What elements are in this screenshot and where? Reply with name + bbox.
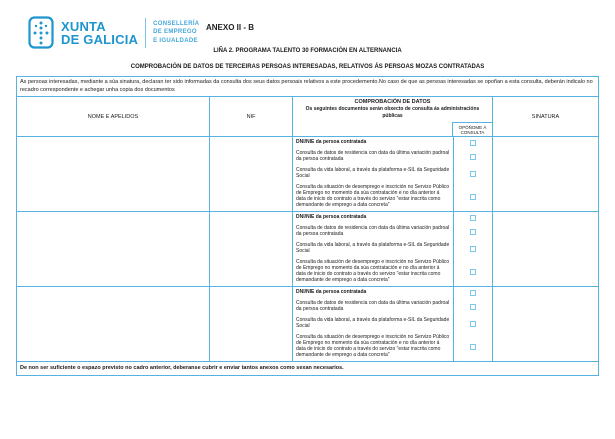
- oppose-checkbox[interactable]: [470, 304, 476, 310]
- document-row: [293, 332, 492, 361]
- department-line3: E IGUALDADE: [153, 37, 198, 44]
- oppose-checkbox-cell[interactable]: [453, 148, 492, 165]
- table-title: COMPROBACIÓN DE DATOS DE TERCEIRAS PERSOAS INTERESADAS, RELATIVOS ÁS PERSOAS MOZAS CONTRATADAS: [130, 64, 485, 70]
- nif-input-cell[interactable]: [210, 212, 293, 286]
- person-row: [17, 287, 598, 362]
- document-row: [293, 182, 492, 211]
- data-verification-table: [16, 76, 599, 376]
- oppose-checkbox[interactable]: [470, 171, 476, 177]
- footer-note: De non ser suficiente o espazo previsto no cadro anterior, deberanse cubrir e enviar tantos anexos como sexan necesarios.: [20, 365, 344, 372]
- document-label: DNI/NIE da persoa contratada: [296, 213, 367, 220]
- oppose-checkbox-cell[interactable]: [453, 240, 492, 257]
- document-label: Consulta de datos de residencia con data da última variación padroal da persoa contratada: [296, 299, 450, 312]
- document-row: [293, 287, 492, 298]
- department-line1: CONSELLERÍA: [153, 21, 200, 28]
- document-row: [293, 315, 492, 332]
- column-header-name: NOME E APELIDOS: [17, 97, 210, 136]
- column-header-oppose: OPÓÑOME Á CONSULTA: [452, 122, 492, 136]
- verification-header: [293, 97, 492, 122]
- oppose-checkbox-cell[interactable]: [453, 212, 492, 223]
- xunta-crest-icon: [28, 16, 54, 49]
- documents-cell: [293, 137, 493, 211]
- oppose-checkbox[interactable]: [470, 194, 476, 200]
- oppose-checkbox-cell[interactable]: [453, 223, 492, 240]
- document-row: [293, 257, 492, 286]
- xunta-logo: [28, 16, 199, 49]
- oppose-checkbox[interactable]: [470, 154, 476, 160]
- document-label: Consulta da vida laboral, a través da plataforma e-SIL da Seguridade Social: [296, 316, 450, 329]
- document-label: Consulta da situación de desemprego e inscrición no Servizo Público de Emprego no momento da súa contratación e no día anterior á data de inicio do contrato a través do servizo "estar inscrita como demandante de emprego a data concreta": [296, 184, 450, 208]
- document-row: [293, 212, 492, 223]
- oppose-checkbox-cell[interactable]: [453, 315, 492, 332]
- department-line2: DE EMPREGO: [153, 29, 197, 36]
- brand-divider: [145, 18, 146, 48]
- person-row: [17, 212, 598, 287]
- verification-spacer: [293, 122, 452, 136]
- oppose-checkbox[interactable]: [470, 215, 476, 221]
- signature-input-cell[interactable]: [493, 287, 598, 361]
- document-label: DNI/NIE da persoa contratada: [296, 288, 367, 295]
- document-row: [293, 148, 492, 165]
- oppose-checkbox-cell[interactable]: [453, 165, 492, 182]
- name-input-cell[interactable]: [17, 137, 210, 211]
- document-label: Consulta da situación de desemprego e inscrición no Servizo Público de Emprego no momento da súa contratación e no día anterior á data de inicio do contrato a través do servizo "estar inscrita como demandante de emprego a data concreta": [296, 334, 450, 358]
- verification-subheader-row: [293, 122, 492, 136]
- oppose-checkbox-cell[interactable]: [453, 287, 492, 298]
- column-header-nif: NIF: [210, 97, 293, 136]
- document-row: [293, 137, 492, 148]
- oppose-checkbox-cell[interactable]: [453, 182, 492, 211]
- name-input-cell[interactable]: [17, 212, 210, 286]
- document-label: Consulta de datos de residencia con data da última variación padroal da persoa contratada: [296, 149, 450, 162]
- document-label: Consulta de datos de residencia con data da última variación padroal da persoa contratada: [296, 224, 450, 237]
- oppose-checkbox[interactable]: [470, 321, 476, 327]
- program-title: LIÑA 2. PROGRAMA TALENTO 30 FORMACIÓN EN ALTERNANCIA: [213, 48, 402, 54]
- nif-input-cell[interactable]: [210, 137, 293, 211]
- document-row: [293, 298, 492, 315]
- documents-cell: [293, 287, 493, 361]
- oppose-checkbox[interactable]: [470, 344, 476, 350]
- document-label: DNI/NIE da persoa contratada: [296, 138, 367, 145]
- annex-title: ANEXO II - B: [205, 23, 254, 32]
- oppose-checkbox-cell[interactable]: [453, 298, 492, 315]
- document-row: [293, 223, 492, 240]
- name-input-cell[interactable]: [17, 287, 210, 361]
- oppose-checkbox[interactable]: [470, 140, 476, 146]
- oppose-checkbox-cell[interactable]: [453, 332, 492, 361]
- document-label: Consulta da vida laboral, a través da plataforma e-SIL da Seguridade Social: [296, 241, 450, 254]
- person-blocks: [17, 137, 598, 362]
- table-header-row: [17, 97, 598, 137]
- document-row: [293, 240, 492, 257]
- signature-input-cell[interactable]: [493, 212, 598, 286]
- person-row: [17, 137, 598, 212]
- oppose-checkbox[interactable]: [470, 229, 476, 235]
- oppose-checkbox-cell[interactable]: [453, 257, 492, 286]
- intro-paragraph: As persoas interesadas, mediante a súa sinatura, declaran ter sido informadas da consulta dos seus datos persoais relativos a este procedemento.No caso de que as persoas interesadas se opoñan a esta consulta, deberán indicalo no recadro correspondente e achegar unha copia dos documentos: [17, 77, 598, 97]
- oppose-checkbox[interactable]: [470, 290, 476, 296]
- verification-title: COMPROBACIÓN DE DATOS: [354, 99, 431, 106]
- nif-input-cell[interactable]: [210, 287, 293, 361]
- column-header-signature: SINATURA: [531, 113, 560, 120]
- brand-line1: XUNTA: [61, 18, 106, 34]
- verification-subtitle: Os seguintes documentos serán obxecto de consulta ás administracións públicas: [305, 106, 480, 119]
- brand-line2: DE GALICIA: [61, 31, 139, 47]
- column-header-verification: [293, 97, 493, 136]
- document-label: Consulta da situación de desemprego e inscrición no Servizo Público de Emprego no momento da súa contratación e no día anterior á data de inicio do contrato a través do servizo "estar inscrita como demandante de emprego a data concreta": [296, 259, 450, 283]
- oppose-checkbox-cell[interactable]: [453, 137, 492, 148]
- oppose-checkbox[interactable]: [470, 269, 476, 275]
- oppose-checkbox[interactable]: [470, 246, 476, 252]
- documents-cell: [293, 212, 493, 286]
- signature-input-cell[interactable]: [493, 137, 598, 211]
- document-label: Consulta da vida laboral, a través da plataforma e-SIL da Seguridade Social: [296, 166, 450, 179]
- document-row: [293, 165, 492, 182]
